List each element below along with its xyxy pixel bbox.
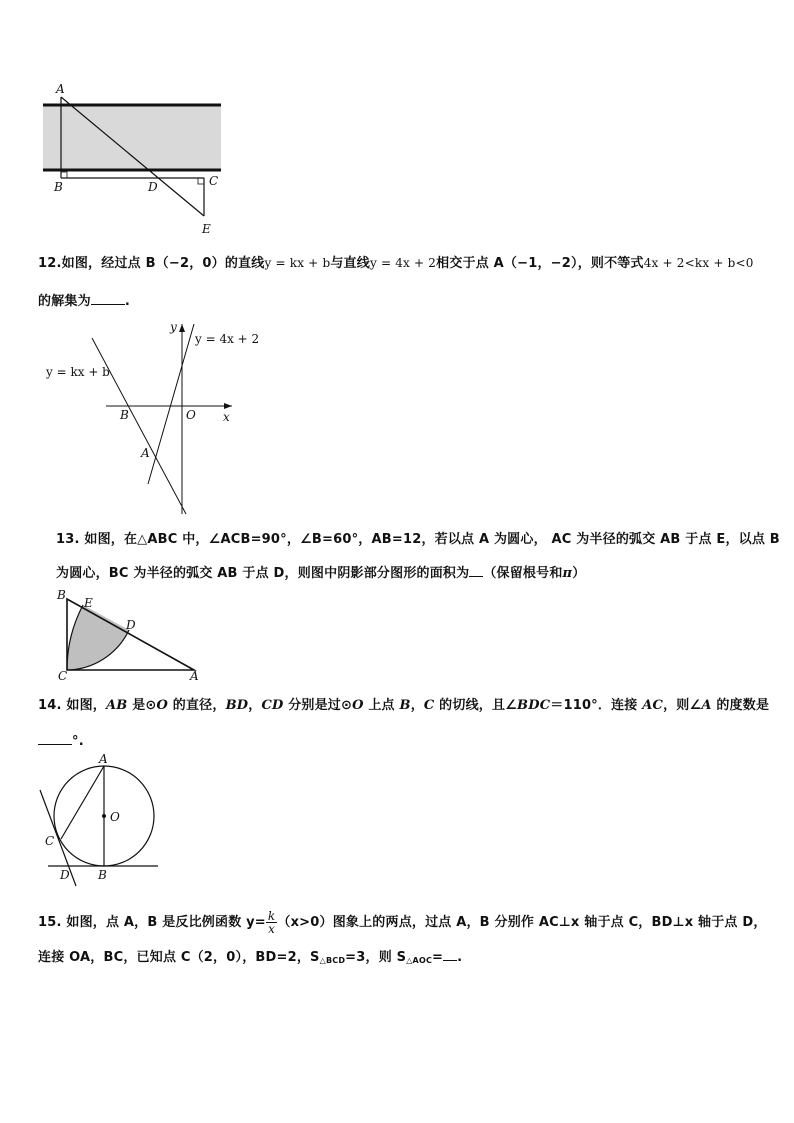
label-c: C (45, 834, 55, 848)
equation-4x-2: y = 4x + 2 (369, 256, 437, 270)
line-4x-2-label: y = 4x + 2 (195, 332, 260, 346)
figure-13 (54, 586, 214, 686)
figure-14 (34, 752, 174, 888)
right-angle-mark-b (61, 172, 67, 178)
answer-blank[interactable] (38, 730, 72, 745)
question-number: 14. (38, 698, 62, 713)
x-axis-label: x (223, 410, 230, 424)
question-15-line-1: 15. 如图，点 A，B 是反比例函数 y= $\frac{k}{x}$ （x>0）图象上的两点，过点 A，B 分别作 AC⊥x 轴于点 C，BD⊥x 轴于点 D， (38, 909, 767, 936)
chord-ac (61, 766, 104, 839)
label-a: A (56, 82, 65, 96)
label-a: A (99, 752, 108, 766)
label-d: D (126, 618, 136, 632)
label-c: C (58, 669, 68, 683)
pi-symbol: π (562, 566, 573, 581)
y-axis-arrow (179, 324, 185, 332)
question-14-line-2: °. (38, 730, 84, 752)
line-4x-2 (148, 324, 194, 484)
label-e: E (84, 596, 93, 610)
point-b-label: B (120, 408, 129, 422)
question-13-line-1: 13. 如图，在△ABC 中，∠ACB=90°，∠B=60°，AB=12，若以点 A 为圆心， AC 为半径的弧交 AB 于点 E，以点 B (56, 532, 780, 547)
answer-blank[interactable] (91, 290, 125, 305)
line-kx-b-label: y = kx + b (46, 365, 110, 379)
label-e: E (202, 222, 211, 236)
label-c: C (209, 174, 219, 188)
question-12-line-2: 的解集为 . (38, 290, 130, 312)
question-number: 13. (56, 532, 80, 547)
figure-11 (30, 80, 230, 240)
question-13-line-2: 为圆心，BC 为半径的弧交 AB 于点 D，则图中阴影部分图形的面积为 （保留根号和π） (56, 562, 585, 584)
shaded-region (67, 605, 129, 670)
question-12-line-1: 12.如图，经过点 B（−2，0）的直线y = kx + b与直线y = 4x + 2相交于点 A（−1，−2），则不等式4x + 2<kx + b<0 (38, 256, 754, 271)
label-a: A (190, 669, 199, 683)
question-14-line-1: 14. 如图，AB 是⊙O 的直径，BD，CD 分别是过⊙O 上点 B，C 的切线，且∠BDC＝110°．连接 AC，则∠A 的度数是 (38, 698, 770, 713)
fraction-k-over-x: $\frac{k}{x}$ (267, 909, 276, 936)
x-axis-arrow (224, 403, 232, 409)
figure-12-svg (40, 318, 270, 518)
origin-label: O (186, 408, 196, 422)
label-d: D (60, 868, 70, 882)
label-b: B (57, 588, 66, 602)
point-a-label: A (141, 446, 150, 460)
right-angle-mark-c (198, 178, 204, 184)
equation-kx-b: y = kx + b (264, 256, 331, 270)
label-b: B (54, 180, 63, 194)
answer-blank[interactable] (469, 562, 483, 577)
question-15-line-2: 连接 OA，BC，已知点 C（2，0），BD=2，$S_{\triangle BCD}=3$，则 $S_{\triangle AOC}=$ . (38, 946, 462, 971)
answer-blank[interactable] (443, 946, 457, 961)
label-b: B (98, 868, 107, 882)
label-d: D (148, 180, 158, 194)
question-number: 12. (38, 256, 62, 271)
shaded-band (43, 105, 221, 170)
figure-11-svg (30, 80, 230, 240)
question-number: 15. (38, 915, 62, 930)
label-o: O (110, 810, 120, 824)
figure-12 (40, 318, 270, 518)
center-dot (102, 814, 106, 818)
y-axis-label: y (170, 320, 177, 334)
inequality: 4x + 2<kx + b<0 (643, 256, 754, 270)
